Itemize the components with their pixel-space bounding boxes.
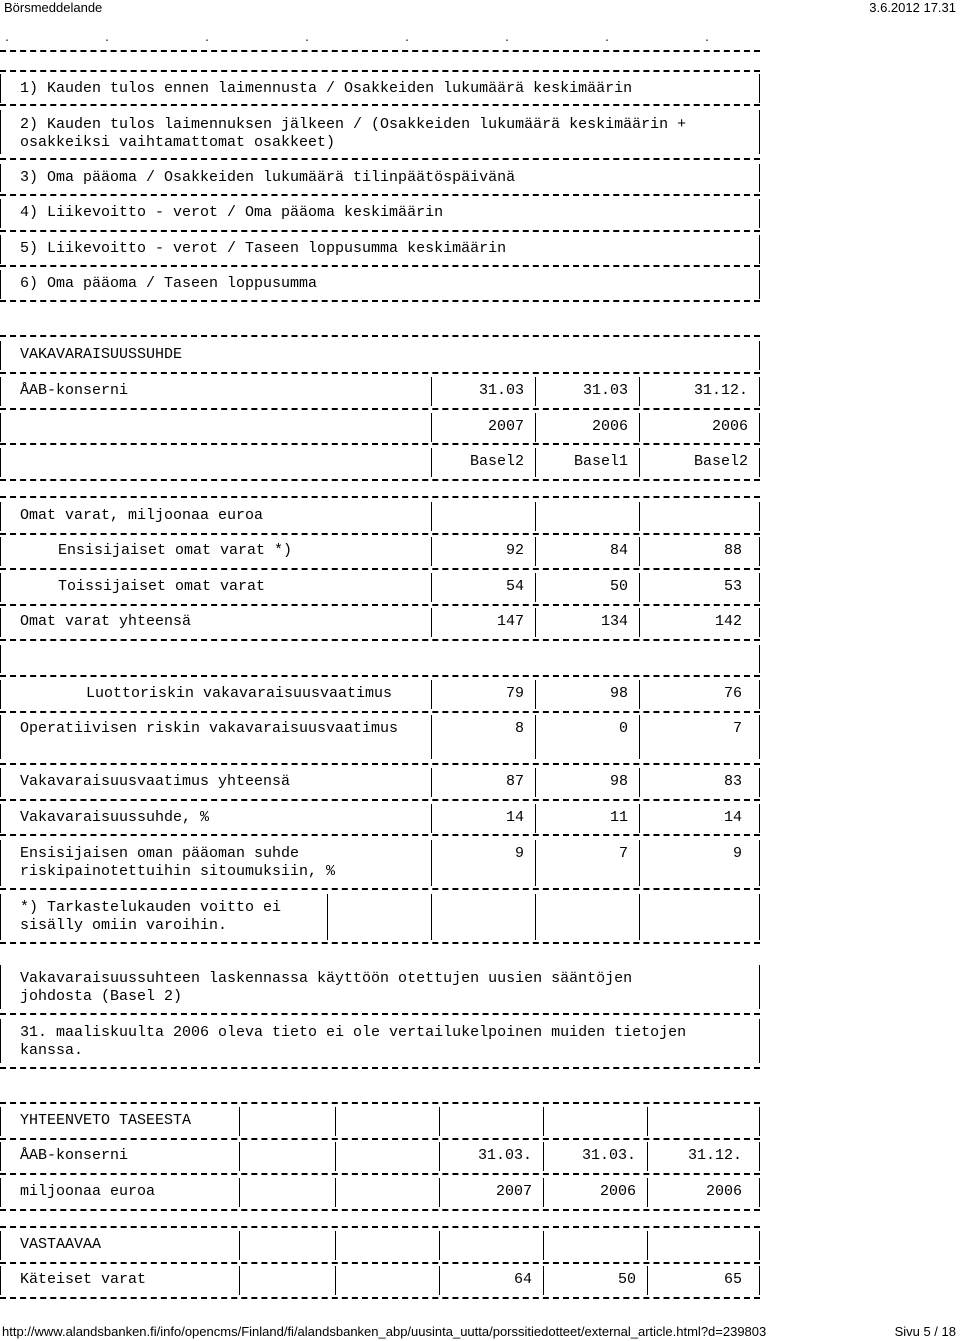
comparability-note-row xyxy=(0,1019,760,1063)
separator xyxy=(0,1226,760,1229)
separator xyxy=(0,300,760,303)
separator xyxy=(0,265,760,268)
column-date: 31.03. xyxy=(581,1147,636,1164)
ratio-definition-5: 5) Liikevoitto - verot / Taseen loppusumma keskimäärin xyxy=(20,240,507,257)
separator xyxy=(0,888,760,891)
footnote-text: *) Tarkastelukauden voitto ei xyxy=(20,899,282,916)
cell-value: 7 xyxy=(732,720,742,737)
row-label: Omat varat yhteensä xyxy=(20,613,192,630)
row-label: Vakavaraisuusvaatimus yhteensä xyxy=(20,773,291,790)
cell-value: 134 xyxy=(600,613,628,630)
separator xyxy=(0,50,760,53)
cell-value: 76 xyxy=(723,685,742,702)
separator xyxy=(0,711,760,714)
separator xyxy=(0,568,760,571)
column-date: 31.12. xyxy=(687,1147,742,1164)
separator xyxy=(0,639,760,642)
column-basis: Basel1 xyxy=(573,453,628,470)
source-url[interactable]: http://www.alandsbanken.fi/info/opencms/Finland/fi/alandsbanken_abp/uusinta_uutta/porssitiedotteet/external_article.html?d=239803 xyxy=(2,1324,767,1339)
separator xyxy=(0,335,760,338)
assets-header-row xyxy=(0,1231,760,1260)
table-row xyxy=(0,715,760,759)
separator xyxy=(0,1173,760,1176)
cell-value: 147 xyxy=(496,613,524,630)
column-year: 2007 xyxy=(495,1183,532,1200)
assets-label: VASTAAVAA xyxy=(20,1236,102,1253)
table-row xyxy=(0,608,760,637)
separator xyxy=(0,70,760,73)
cell-value: 142 xyxy=(714,613,742,630)
separator xyxy=(0,799,760,802)
column-year: 2006 xyxy=(711,418,748,435)
cell-value: 14 xyxy=(505,809,524,826)
separator xyxy=(0,1138,760,1141)
separator xyxy=(0,408,760,411)
ratio-row-5 xyxy=(0,235,760,264)
page-number: Sivu 5 / 18 xyxy=(894,1324,956,1339)
blank-row xyxy=(0,645,760,673)
cell-value: 50 xyxy=(609,578,628,595)
balance-summary-title: YHTEENVETO TASEESTA xyxy=(20,1112,192,1129)
column-year: 2006 xyxy=(599,1183,636,1200)
separator xyxy=(0,230,760,233)
cell-value: 83 xyxy=(723,773,742,790)
cell-value: 53 xyxy=(723,578,742,595)
column-date: 31.03 xyxy=(478,382,524,399)
column-date: 31.12. xyxy=(693,382,748,399)
comparability-note: kanssa. xyxy=(20,1042,84,1059)
cell-value: 50 xyxy=(617,1271,636,1288)
ratio-row-2 xyxy=(0,110,760,154)
capital-dates-row xyxy=(0,377,760,406)
cell-value: 98 xyxy=(609,773,628,790)
separator xyxy=(0,194,760,197)
cell-value: 98 xyxy=(609,685,628,702)
separator xyxy=(0,443,760,446)
footnote-row xyxy=(0,894,760,940)
table-row xyxy=(0,537,760,566)
cell-value: 92 xyxy=(505,542,524,559)
balance-unit-row xyxy=(0,1178,760,1207)
cell-value: 7 xyxy=(618,845,628,862)
separator xyxy=(0,942,760,945)
column-year: 2006 xyxy=(591,418,628,435)
separator xyxy=(0,104,760,107)
basel-note: johdosta (Basel 2) xyxy=(20,988,183,1005)
table-row xyxy=(0,768,760,797)
separator xyxy=(0,834,760,837)
cell-value: 8 xyxy=(514,720,524,737)
table-row xyxy=(0,573,760,602)
separator xyxy=(0,1102,760,1105)
group-name: ÅAB-konserni xyxy=(20,382,129,399)
ratio-definition-4: 4) Liikevoitto - verot / Oma pääoma keskimäärin xyxy=(20,204,444,221)
row-label: Luottoriskin vakavaraisuusvaatimus xyxy=(86,685,393,702)
ratio-row-4 xyxy=(0,199,760,228)
cell-value: 64 xyxy=(513,1271,532,1288)
cell-value: 79 xyxy=(505,685,524,702)
ratio-row-6 xyxy=(0,270,760,299)
ratio-definition-2-line-1: 2) Kauden tulos laimennuksen jälkeen / (Osakkeiden lukumäärä keskimäärin + xyxy=(20,116,687,133)
cell-value: 88 xyxy=(723,542,742,559)
separator xyxy=(0,158,760,161)
separator xyxy=(0,1209,760,1212)
ratio-definition-3: 3) Oma pääoma / Osakkeiden lukumäärä tilinpäätöspäivänä xyxy=(20,169,516,186)
footnote-text: sisälly omiin varoihin. xyxy=(20,917,228,934)
cell-value: 14 xyxy=(723,809,742,826)
own-funds-label: Omat varat, miljoonaa euroa xyxy=(20,507,264,524)
row-label: Vakavaraisuussuhde, % xyxy=(20,809,210,826)
page-footer xyxy=(0,1322,960,1340)
separator xyxy=(0,1013,760,1016)
balance-dates-row xyxy=(0,1142,760,1171)
separator xyxy=(0,763,760,766)
top-dots: . . . . . . . . xyxy=(4,34,755,45)
balance-title-row xyxy=(0,1107,760,1136)
separator xyxy=(0,675,760,678)
basel-note: Vakavaraisuussuhteen laskennassa käyttöön otettujen uusien sääntöjen xyxy=(20,970,633,987)
row-label: Operatiivisen riskin vakavaraisuusvaatimus xyxy=(20,720,399,737)
column-basis: Basel2 xyxy=(469,453,524,470)
cell-value: 9 xyxy=(732,845,742,862)
basel-note-row xyxy=(0,965,760,1009)
separator xyxy=(0,1067,760,1070)
capital-title-row xyxy=(0,341,760,370)
row-label: Käteiset varat xyxy=(20,1271,147,1288)
capital-basis-row xyxy=(0,448,760,477)
ratio-row-3 xyxy=(0,164,760,192)
capital-adequacy-title: VAKAVARAISUUSSUHDE xyxy=(20,346,183,363)
column-date: 31.03. xyxy=(477,1147,532,1164)
table-row xyxy=(0,680,760,709)
cell-value: 87 xyxy=(505,773,524,790)
page-header xyxy=(0,0,960,16)
row-label: Toissijaiset omat varat xyxy=(58,578,266,595)
cell-value: 54 xyxy=(505,578,524,595)
separator xyxy=(0,496,760,499)
own-funds-header-row xyxy=(0,502,760,531)
table-row xyxy=(0,804,760,833)
ratio-row-1 xyxy=(0,74,760,103)
separator xyxy=(0,1297,760,1300)
separator xyxy=(0,533,760,536)
cell-value: 84 xyxy=(609,542,628,559)
comparability-note: 31. maaliskuulta 2006 oleva tieto ei ole vertailukelpoinen muiden tietojen xyxy=(20,1024,687,1041)
column-date: 31.03 xyxy=(582,382,628,399)
row-label: Ensisijaiset omat varat *) xyxy=(58,542,293,559)
ratio-definition-6: 6) Oma pääoma / Taseen loppusumma xyxy=(20,275,318,292)
row-label: riskipainotettuihin sitoumuksiin, % xyxy=(20,863,336,880)
print-timestamp: 3.6.2012 17.31 xyxy=(869,0,956,15)
column-year: 2007 xyxy=(487,418,524,435)
cell-value: 0 xyxy=(618,720,628,737)
tier1-ratio-row xyxy=(0,840,760,886)
separator xyxy=(0,372,760,375)
table-row xyxy=(0,1266,760,1295)
cell-value: 9 xyxy=(514,845,524,862)
column-year: 2006 xyxy=(705,1183,742,1200)
row-label: Ensisijaisen oman pääoman suhde xyxy=(20,845,300,862)
cell-value: 11 xyxy=(609,809,628,826)
separator xyxy=(0,479,760,482)
ratio-definition-1: 1) Kauden tulos ennen laimennusta / Osakkeiden lukumäärä keskimäärin xyxy=(20,80,633,97)
document-type: Börsmeddelande xyxy=(4,0,103,15)
unit-label: miljoonaa euroa xyxy=(20,1183,156,1200)
column-basis: Basel2 xyxy=(693,453,748,470)
separator xyxy=(0,604,760,607)
ratio-definition-2-line-2: osakkeiksi vaihtamattomat osakkeet) xyxy=(20,134,336,151)
group-name: ÅAB-konserni xyxy=(20,1147,129,1164)
capital-years-row xyxy=(0,413,760,442)
separator xyxy=(0,1262,760,1265)
cell-value: 65 xyxy=(723,1271,742,1288)
